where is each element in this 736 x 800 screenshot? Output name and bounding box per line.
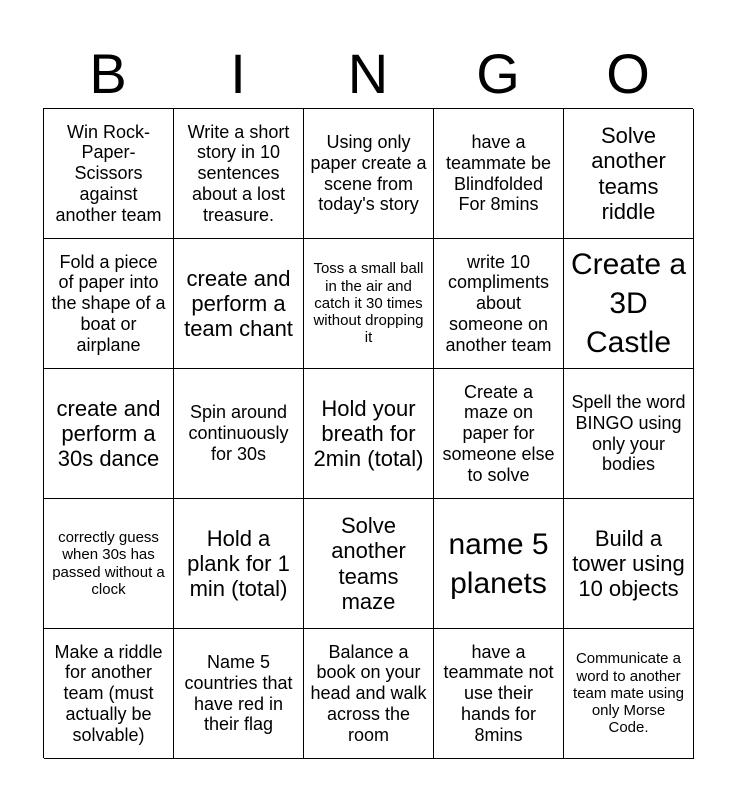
bingo-cell[interactable] [434,109,564,239]
bingo-cell[interactable] [304,629,434,759]
cell-text: Hold a plank for 1 min (total) [187,525,290,602]
bingo-grid [43,108,693,758]
bingo-cell[interactable] [174,109,304,239]
cell-text: Solve another teams riddle [591,122,666,224]
bingo-cell[interactable] [44,499,174,629]
cell-text: Win Rock-Paper-Scissors against another team [55,121,162,225]
bingo-cell[interactable] [434,629,564,759]
bingo-cell[interactable] [174,629,304,759]
cell-text: have a teammate be Blindfolded For 8mins [445,132,552,215]
cell-text: Build a tower using 10 objects [572,525,685,602]
cell-text: have a teammate not use their hands for 8mins [443,641,554,745]
bingo-cell[interactable] [564,239,694,369]
bingo-cell[interactable] [44,369,174,499]
bingo-cell[interactable] [434,499,564,629]
cell-text: Create a maze on paper for someone else to solve [442,381,555,485]
bingo-cell[interactable] [434,369,564,499]
cell-text: Make a riddle for another team (must actually be solvable) [54,641,163,745]
cell-text: Spin around continuously for 30s [188,402,289,464]
cell-text: Spell the word BINGO using only your bodies [571,392,686,475]
bingo-cell[interactable] [304,499,434,629]
bingo-cell[interactable] [304,239,434,369]
cell-text: Communicate a word to another team mate using only Morse Code. [573,650,684,737]
cell-text: Hold your breath for 2min (total) [313,395,424,472]
cell-text: Toss a small ball in the air and catch it 30 times without dropping it [313,260,424,347]
cell-text: Using only paper create a scene from today's story [310,132,427,215]
cell-text: Fold a piece of paper into the shape of a boat or airplane [51,251,166,355]
bingo-cell[interactable] [44,109,174,239]
bingo-cell[interactable] [564,499,694,629]
header-letter-o: O [606,42,650,105]
cell-text: Create a 3D Castle [570,248,687,359]
bingo-cell[interactable] [304,109,434,239]
header-letter-n: N [347,42,389,105]
cell-text: name 5 planets [448,527,549,600]
cell-text: Name 5 countries that have red in their flag [184,652,293,735]
bingo-cell[interactable] [304,369,434,499]
cell-text: Write a short story in 10 sentences about a lost treasure. [187,121,290,225]
header-letter-b: B [89,42,127,105]
bingo-cell[interactable] [174,239,304,369]
bingo-cell[interactable] [564,109,694,239]
header-letter-g: G [476,42,520,105]
bingo-cell[interactable] [564,369,694,499]
header-letter-i: I [230,42,246,105]
cell-text: create and perform a 30s dance [56,395,161,472]
cell-text: write 10 compliments about someone on another team [445,251,552,355]
cell-text: Solve another teams maze [331,512,406,614]
bingo-cell[interactable] [174,369,304,499]
bingo-header [43,40,693,108]
bingo-cell[interactable] [434,239,564,369]
bingo-cell[interactable] [174,499,304,629]
cell-text: correctly guess when 30s has passed without a clock [52,529,165,598]
cell-text: create and perform a team chant [184,265,293,342]
bingo-cell[interactable] [564,629,694,759]
bingo-cell[interactable] [44,239,174,369]
cell-text: Balance a book on your head and walk across the room [310,641,427,745]
bingo-cell[interactable] [44,629,174,759]
